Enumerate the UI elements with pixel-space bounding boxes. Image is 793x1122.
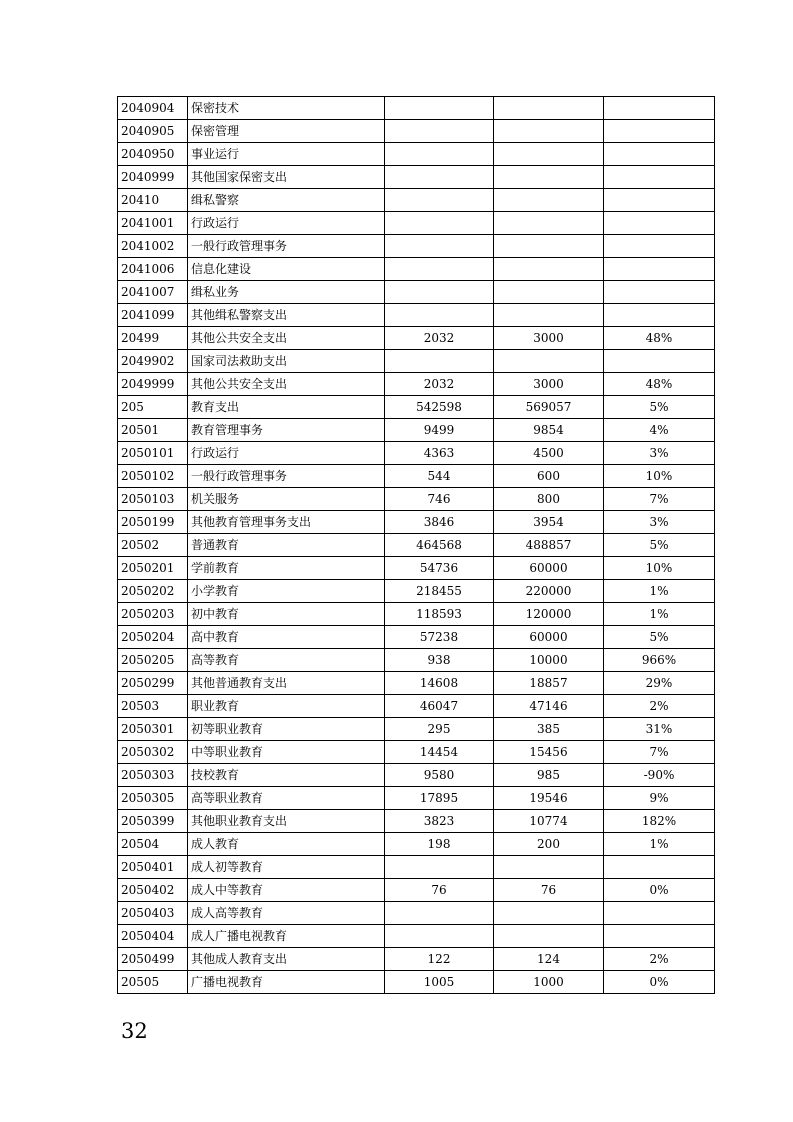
budget-amount-cell: 19546	[494, 787, 604, 810]
subject-code-cell: 2040999	[118, 166, 188, 189]
subject-name-cell: 高等教育	[188, 649, 385, 672]
prior-amount-cell: 542598	[385, 396, 494, 419]
table-row	[118, 948, 715, 971]
prior-amount-cell: 544	[385, 465, 494, 488]
subject-code-cell: 20499	[118, 327, 188, 350]
budget-amount-cell: 488857	[494, 534, 604, 557]
prior-amount-cell: 54736	[385, 557, 494, 580]
prior-amount-cell: 1005	[385, 971, 494, 994]
growth-rate-cell: 4%	[604, 419, 715, 442]
subject-code-cell: 2049902	[118, 350, 188, 373]
table-row	[118, 879, 715, 902]
budget-amount-cell	[494, 856, 604, 879]
growth-rate-cell: 10%	[604, 465, 715, 488]
budget-amount-cell: 985	[494, 764, 604, 787]
growth-rate-cell	[604, 143, 715, 166]
budget-amount-cell: 1000	[494, 971, 604, 994]
growth-rate-cell	[604, 235, 715, 258]
table-row	[118, 626, 715, 649]
growth-rate-cell: 3%	[604, 511, 715, 534]
budget-amount-cell: 600	[494, 465, 604, 488]
growth-rate-cell: 0%	[604, 971, 715, 994]
growth-rate-cell	[604, 281, 715, 304]
subject-name-cell: 职业教育	[188, 695, 385, 718]
prior-amount-cell: 464568	[385, 534, 494, 557]
subject-code-cell: 2050102	[118, 465, 188, 488]
table-row	[118, 764, 715, 787]
prior-amount-cell: 118593	[385, 603, 494, 626]
table-row	[118, 166, 715, 189]
table-row	[118, 235, 715, 258]
subject-code-cell: 2050305	[118, 787, 188, 810]
growth-rate-cell: 1%	[604, 580, 715, 603]
table-row	[118, 603, 715, 626]
budget-amount-cell: 10774	[494, 810, 604, 833]
budget-amount-cell: 124	[494, 948, 604, 971]
subject-name-cell: 成人高等教育	[188, 902, 385, 925]
table-row	[118, 741, 715, 764]
subject-name-cell: 其他成人教育支出	[188, 948, 385, 971]
prior-amount-cell	[385, 281, 494, 304]
subject-code-cell: 20502	[118, 534, 188, 557]
table-row	[118, 856, 715, 879]
subject-code-cell: 2050299	[118, 672, 188, 695]
growth-rate-cell: -90%	[604, 764, 715, 787]
subject-code-cell: 2050404	[118, 925, 188, 948]
subject-name-cell: 学前教育	[188, 557, 385, 580]
subject-name-cell: 一般行政管理事务	[188, 465, 385, 488]
budget-amount-cell	[494, 258, 604, 281]
table-row	[118, 534, 715, 557]
growth-rate-cell: 5%	[604, 396, 715, 419]
growth-rate-cell: 5%	[604, 626, 715, 649]
table-row	[118, 419, 715, 442]
table-row	[118, 557, 715, 580]
subject-name-cell: 成人教育	[188, 833, 385, 856]
budget-amount-cell: 800	[494, 488, 604, 511]
prior-amount-cell	[385, 902, 494, 925]
subject-name-cell: 保密技术	[188, 97, 385, 120]
subject-code-cell: 2050204	[118, 626, 188, 649]
table-row	[118, 695, 715, 718]
growth-rate-cell	[604, 304, 715, 327]
prior-amount-cell: 938	[385, 649, 494, 672]
subject-code-cell: 20410	[118, 189, 188, 212]
growth-rate-cell: 7%	[604, 488, 715, 511]
table-row	[118, 672, 715, 695]
budget-amount-cell: 9854	[494, 419, 604, 442]
subject-name-cell: 其他职业教育支出	[188, 810, 385, 833]
subject-name-cell: 国家司法救助支出	[188, 350, 385, 373]
budget-amount-cell	[494, 350, 604, 373]
prior-amount-cell: 2032	[385, 373, 494, 396]
budget-amount-cell: 18857	[494, 672, 604, 695]
prior-amount-cell: 46047	[385, 695, 494, 718]
prior-amount-cell: 3846	[385, 511, 494, 534]
growth-rate-cell	[604, 258, 715, 281]
prior-amount-cell: 14608	[385, 672, 494, 695]
budget-amount-cell: 10000	[494, 649, 604, 672]
budget-amount-cell: 76	[494, 879, 604, 902]
budget-expenditure-table	[117, 96, 715, 994]
page-number: 32	[121, 1019, 148, 1043]
prior-amount-cell: 9580	[385, 764, 494, 787]
subject-name-cell: 高等职业教育	[188, 787, 385, 810]
table-row	[118, 189, 715, 212]
prior-amount-cell	[385, 235, 494, 258]
budget-amount-cell	[494, 97, 604, 120]
budget-amount-cell: 60000	[494, 626, 604, 649]
growth-rate-cell: 182%	[604, 810, 715, 833]
subject-code-cell: 2050402	[118, 879, 188, 902]
growth-rate-cell: 966%	[604, 649, 715, 672]
prior-amount-cell	[385, 166, 494, 189]
table-row	[118, 396, 715, 419]
budget-amount-cell	[494, 189, 604, 212]
table-row	[118, 649, 715, 672]
table-row	[118, 373, 715, 396]
table-row	[118, 511, 715, 534]
prior-amount-cell: 4363	[385, 442, 494, 465]
table-body	[118, 97, 715, 994]
subject-code-cell: 2050399	[118, 810, 188, 833]
budget-amount-cell	[494, 925, 604, 948]
prior-amount-cell	[385, 856, 494, 879]
table-row	[118, 810, 715, 833]
growth-rate-cell	[604, 166, 715, 189]
subject-code-cell: 2050499	[118, 948, 188, 971]
table-row	[118, 258, 715, 281]
growth-rate-cell: 48%	[604, 327, 715, 350]
prior-amount-cell	[385, 350, 494, 373]
table-row	[118, 833, 715, 856]
growth-rate-cell: 1%	[604, 603, 715, 626]
subject-name-cell: 信息化建设	[188, 258, 385, 281]
growth-rate-cell: 29%	[604, 672, 715, 695]
growth-rate-cell	[604, 925, 715, 948]
growth-rate-cell: 2%	[604, 695, 715, 718]
growth-rate-cell	[604, 212, 715, 235]
table-row	[118, 787, 715, 810]
subject-name-cell: 事业运行	[188, 143, 385, 166]
budget-amount-cell	[494, 143, 604, 166]
subject-code-cell: 2050302	[118, 741, 188, 764]
subject-code-cell: 2050205	[118, 649, 188, 672]
subject-code-cell: 205	[118, 396, 188, 419]
budget-amount-cell: 60000	[494, 557, 604, 580]
subject-code-cell: 2041007	[118, 281, 188, 304]
budget-amount-cell: 200	[494, 833, 604, 856]
subject-name-cell: 初中教育	[188, 603, 385, 626]
subject-name-cell: 中等职业教育	[188, 741, 385, 764]
budget-amount-cell	[494, 120, 604, 143]
prior-amount-cell: 57238	[385, 626, 494, 649]
budget-amount-cell: 15456	[494, 741, 604, 764]
subject-code-cell: 2050301	[118, 718, 188, 741]
subject-name-cell: 行政运行	[188, 212, 385, 235]
subject-code-cell: 2040904	[118, 97, 188, 120]
subject-name-cell: 技校教育	[188, 764, 385, 787]
table-row	[118, 488, 715, 511]
subject-code-cell: 2041002	[118, 235, 188, 258]
subject-name-cell: 保密管理	[188, 120, 385, 143]
growth-rate-cell: 3%	[604, 442, 715, 465]
table-row	[118, 350, 715, 373]
subject-code-cell: 2050303	[118, 764, 188, 787]
prior-amount-cell	[385, 304, 494, 327]
growth-rate-cell: 10%	[604, 557, 715, 580]
prior-amount-cell: 218455	[385, 580, 494, 603]
prior-amount-cell: 746	[385, 488, 494, 511]
subject-code-cell: 2040950	[118, 143, 188, 166]
subject-name-cell: 其他普通教育支出	[188, 672, 385, 695]
subject-code-cell: 2050401	[118, 856, 188, 879]
subject-name-cell: 其他公共安全支出	[188, 327, 385, 350]
table-row	[118, 327, 715, 350]
growth-rate-cell: 7%	[604, 741, 715, 764]
budget-amount-cell: 3000	[494, 373, 604, 396]
prior-amount-cell	[385, 189, 494, 212]
subject-name-cell: 广播电视教育	[188, 971, 385, 994]
table-row	[118, 212, 715, 235]
prior-amount-cell: 122	[385, 948, 494, 971]
prior-amount-cell: 295	[385, 718, 494, 741]
budget-amount-cell: 120000	[494, 603, 604, 626]
subject-code-cell: 2050201	[118, 557, 188, 580]
growth-rate-cell: 0%	[604, 879, 715, 902]
subject-code-cell: 2050199	[118, 511, 188, 534]
growth-rate-cell	[604, 350, 715, 373]
subject-code-cell: 2041001	[118, 212, 188, 235]
subject-name-cell: 其他国家保密支出	[188, 166, 385, 189]
growth-rate-cell: 9%	[604, 787, 715, 810]
table-row	[118, 120, 715, 143]
subject-code-cell: 2040905	[118, 120, 188, 143]
subject-name-cell: 缉私警察	[188, 189, 385, 212]
budget-amount-cell	[494, 235, 604, 258]
prior-amount-cell	[385, 212, 494, 235]
table-row	[118, 902, 715, 925]
subject-name-cell: 成人初等教育	[188, 856, 385, 879]
subject-code-cell: 2050403	[118, 902, 188, 925]
table-row	[118, 304, 715, 327]
prior-amount-cell	[385, 258, 494, 281]
prior-amount-cell: 198	[385, 833, 494, 856]
prior-amount-cell: 3823	[385, 810, 494, 833]
growth-rate-cell	[604, 120, 715, 143]
table-row	[118, 442, 715, 465]
subject-name-cell: 缉私业务	[188, 281, 385, 304]
subject-code-cell: 2050101	[118, 442, 188, 465]
table-row	[118, 580, 715, 603]
growth-rate-cell	[604, 902, 715, 925]
table-row	[118, 281, 715, 304]
growth-rate-cell: 2%	[604, 948, 715, 971]
growth-rate-cell: 48%	[604, 373, 715, 396]
budget-amount-cell: 4500	[494, 442, 604, 465]
subject-name-cell: 一般行政管理事务	[188, 235, 385, 258]
prior-amount-cell: 76	[385, 879, 494, 902]
subject-name-cell: 高中教育	[188, 626, 385, 649]
subject-name-cell: 行政运行	[188, 442, 385, 465]
subject-code-cell: 2041006	[118, 258, 188, 281]
table-row	[118, 971, 715, 994]
budget-amount-cell: 47146	[494, 695, 604, 718]
table-row	[118, 143, 715, 166]
growth-rate-cell	[604, 97, 715, 120]
prior-amount-cell	[385, 97, 494, 120]
growth-rate-cell: 5%	[604, 534, 715, 557]
subject-name-cell: 其他教育管理事务支出	[188, 511, 385, 534]
subject-code-cell: 20504	[118, 833, 188, 856]
subject-name-cell: 成人广播电视教育	[188, 925, 385, 948]
prior-amount-cell: 9499	[385, 419, 494, 442]
table-row	[118, 465, 715, 488]
subject-name-cell: 教育管理事务	[188, 419, 385, 442]
budget-amount-cell	[494, 166, 604, 189]
budget-amount-cell	[494, 281, 604, 304]
table-row	[118, 925, 715, 948]
subject-name-cell: 其他缉私警察支出	[188, 304, 385, 327]
prior-amount-cell	[385, 120, 494, 143]
subject-name-cell: 小学教育	[188, 580, 385, 603]
subject-code-cell: 2050203	[118, 603, 188, 626]
subject-code-cell: 2050103	[118, 488, 188, 511]
budget-amount-cell: 3000	[494, 327, 604, 350]
subject-name-cell: 其他公共安全支出	[188, 373, 385, 396]
budget-amount-cell: 385	[494, 718, 604, 741]
subject-code-cell: 2041099	[118, 304, 188, 327]
growth-rate-cell: 31%	[604, 718, 715, 741]
prior-amount-cell	[385, 925, 494, 948]
subject-name-cell: 成人中等教育	[188, 879, 385, 902]
subject-code-cell: 2050202	[118, 580, 188, 603]
budget-amount-cell: 220000	[494, 580, 604, 603]
growth-rate-cell	[604, 856, 715, 879]
table-row	[118, 718, 715, 741]
budget-amount-cell	[494, 902, 604, 925]
subject-name-cell: 机关服务	[188, 488, 385, 511]
subject-code-cell: 20505	[118, 971, 188, 994]
budget-amount-cell	[494, 212, 604, 235]
budget-amount-cell: 3954	[494, 511, 604, 534]
subject-name-cell: 普通教育	[188, 534, 385, 557]
subject-code-cell: 20501	[118, 419, 188, 442]
budget-amount-cell: 569057	[494, 396, 604, 419]
growth-rate-cell: 1%	[604, 833, 715, 856]
subject-name-cell: 教育支出	[188, 396, 385, 419]
prior-amount-cell: 2032	[385, 327, 494, 350]
prior-amount-cell: 17895	[385, 787, 494, 810]
prior-amount-cell	[385, 143, 494, 166]
table-row	[118, 97, 715, 120]
subject-code-cell: 2049999	[118, 373, 188, 396]
growth-rate-cell	[604, 189, 715, 212]
subject-name-cell: 初等职业教育	[188, 718, 385, 741]
prior-amount-cell: 14454	[385, 741, 494, 764]
subject-code-cell: 20503	[118, 695, 188, 718]
budget-amount-cell	[494, 304, 604, 327]
